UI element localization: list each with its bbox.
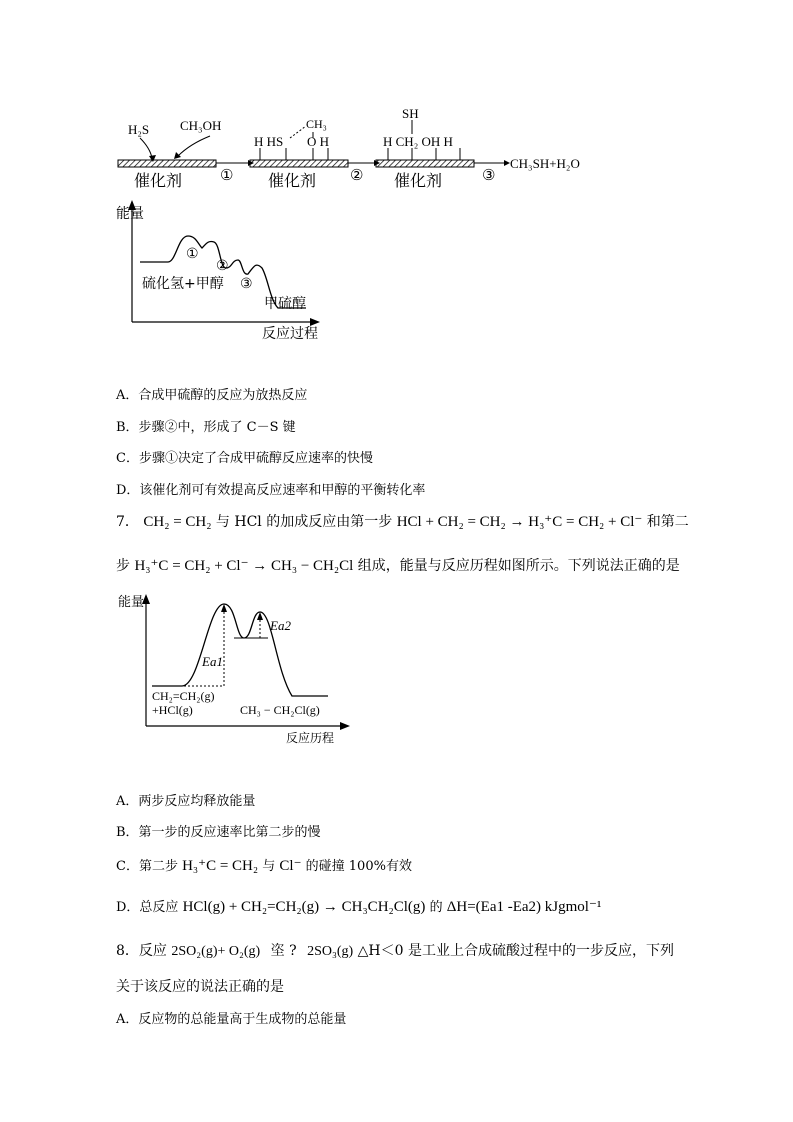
reactant-ch3oh: CH₃OH [180, 118, 222, 133]
process-xlabel: 反应过程 [262, 326, 318, 342]
catalyst-mechanism-diagram [110, 100, 600, 192]
stage2-oh: O H [307, 134, 330, 149]
q7-option-b: B．第一步的反应速率比第二步的慢 [116, 825, 321, 840]
end-label: 甲硫醇 [264, 296, 306, 312]
q8-option-a: A．反应物的总能量高于生成物的总能量 [116, 1012, 347, 1027]
q8-line-2: 关于该反应的说法正确的是 [116, 979, 284, 995]
q7-step1-equation: HCl + CH₂ = CH₂ → H₃⁺C = CH₂ + Cl⁻ [396, 514, 643, 530]
energy-profile-diagram-1 [110, 196, 340, 346]
energy-ylabel-2: 能量 [118, 595, 145, 610]
catalyst-surface-2 [250, 160, 348, 167]
ea1-label: Ea1 [202, 654, 223, 669]
q7-c-chloride: Cl⁻ [279, 858, 302, 874]
peak-1-label: ① [186, 247, 199, 262]
q7-option-a: A．两步反应均释放能量 [116, 794, 256, 809]
reactant-h2s: H₂S [128, 122, 150, 137]
q7-d-enthalpy: ΔH=(Ea1 -Ea2) kJgmol⁻¹ [446, 899, 602, 915]
stage2-h-hs: H HS [254, 134, 284, 149]
q6-option-c: C．步骤①决定了合成甲硫醇反应速率的快慢 [116, 451, 373, 466]
start-label: 硫化氢+甲醇 [142, 276, 224, 292]
q7-line-1 [116, 511, 689, 531]
catalyst-surface-3 [376, 160, 474, 167]
step-1-label: ① [220, 168, 234, 184]
q7-ethylene: CH₂ = CH₂ [143, 514, 212, 530]
ea2-label: Ea2 [270, 618, 291, 633]
q8-line-1 [116, 940, 674, 960]
q8-text-2: △H＜0 是工业上合成硫酸过程中的一步反应，下列 [357, 943, 674, 959]
q7-text-2: 和第二 [646, 514, 689, 530]
product-label: CH₃SH+H₂O [510, 156, 580, 171]
start-species-2: +HCl(g) [152, 703, 193, 717]
stage3-groups: H CH₂ OH H [383, 134, 453, 149]
q7-d-equation: HCl(g) + CH₂=CH₂(g) → CH₃CH₂Cl(g) [182, 899, 426, 915]
process-xlabel-2: 反应历程 [286, 731, 335, 745]
peak-2-label: ② [216, 259, 229, 274]
q6-option-b: B．步骤②中，形成了 C－S 键 [116, 420, 296, 435]
q7-line-2 [116, 555, 680, 575]
start-species-1: CH₂=CH₂(g) [152, 689, 215, 703]
q7-text-1: 与 HCl 的加成反应由第一步 [215, 514, 393, 530]
q8-equilibrium-symbol: 垐 ? [270, 943, 297, 959]
catalyst-label-3: 催化剂 [394, 171, 443, 190]
q7-text-3: 步 [116, 558, 130, 574]
end-species: CH₃ − CH₂Cl(g) [240, 703, 320, 717]
energy-ylabel: 能量 [116, 206, 144, 222]
step-3-label: ③ [482, 168, 496, 184]
q8-product: 2SO₃(g) [307, 944, 354, 959]
q8-text-1: 8．反应 [116, 943, 167, 959]
q8-reactants: 2SO₂(g)+ O₂(g) [171, 944, 261, 959]
q6-option-a: A．合成甲硫醇的反应为放热反应 [116, 388, 308, 403]
q7-c-text-2: 与 [262, 859, 276, 874]
catalyst-surface-1 [118, 160, 216, 167]
q7-c-text-1: C．第二步 [116, 859, 178, 874]
q7-c-text-3: 的碰撞 100%有效 [305, 859, 412, 874]
energy-profile-diagram-2 [112, 590, 352, 746]
catalyst-label-1: 催化剂 [134, 171, 183, 190]
q7-text-4: 组成，能量与反应历程如图所示。下列说法正确的是 [357, 558, 680, 574]
q7-option-d [116, 896, 601, 916]
q6-option-d: D．该催化剂可有效提高反应速率和甲醇的平衡转化率 [116, 483, 426, 498]
q7-step2-equation: H₃⁺C = CH₂ + Cl⁻ → CH₃ − CH₂Cl [134, 558, 354, 574]
q7-c-carbocation: H₃⁺C = CH₂ [182, 858, 259, 874]
stage2-ch3: CH₃ [306, 117, 327, 131]
q7-d-text-2: 的 [429, 900, 443, 915]
q7-number: 7． [116, 514, 139, 530]
q7-d-text-1: D．总反应 [116, 900, 179, 915]
step-2-label: ② [350, 168, 364, 184]
stage3-sh: SH [402, 106, 419, 121]
q7-option-c [116, 855, 412, 875]
catalyst-label-2: 催化剂 [268, 171, 317, 190]
peak-3-label: ③ [240, 277, 253, 292]
